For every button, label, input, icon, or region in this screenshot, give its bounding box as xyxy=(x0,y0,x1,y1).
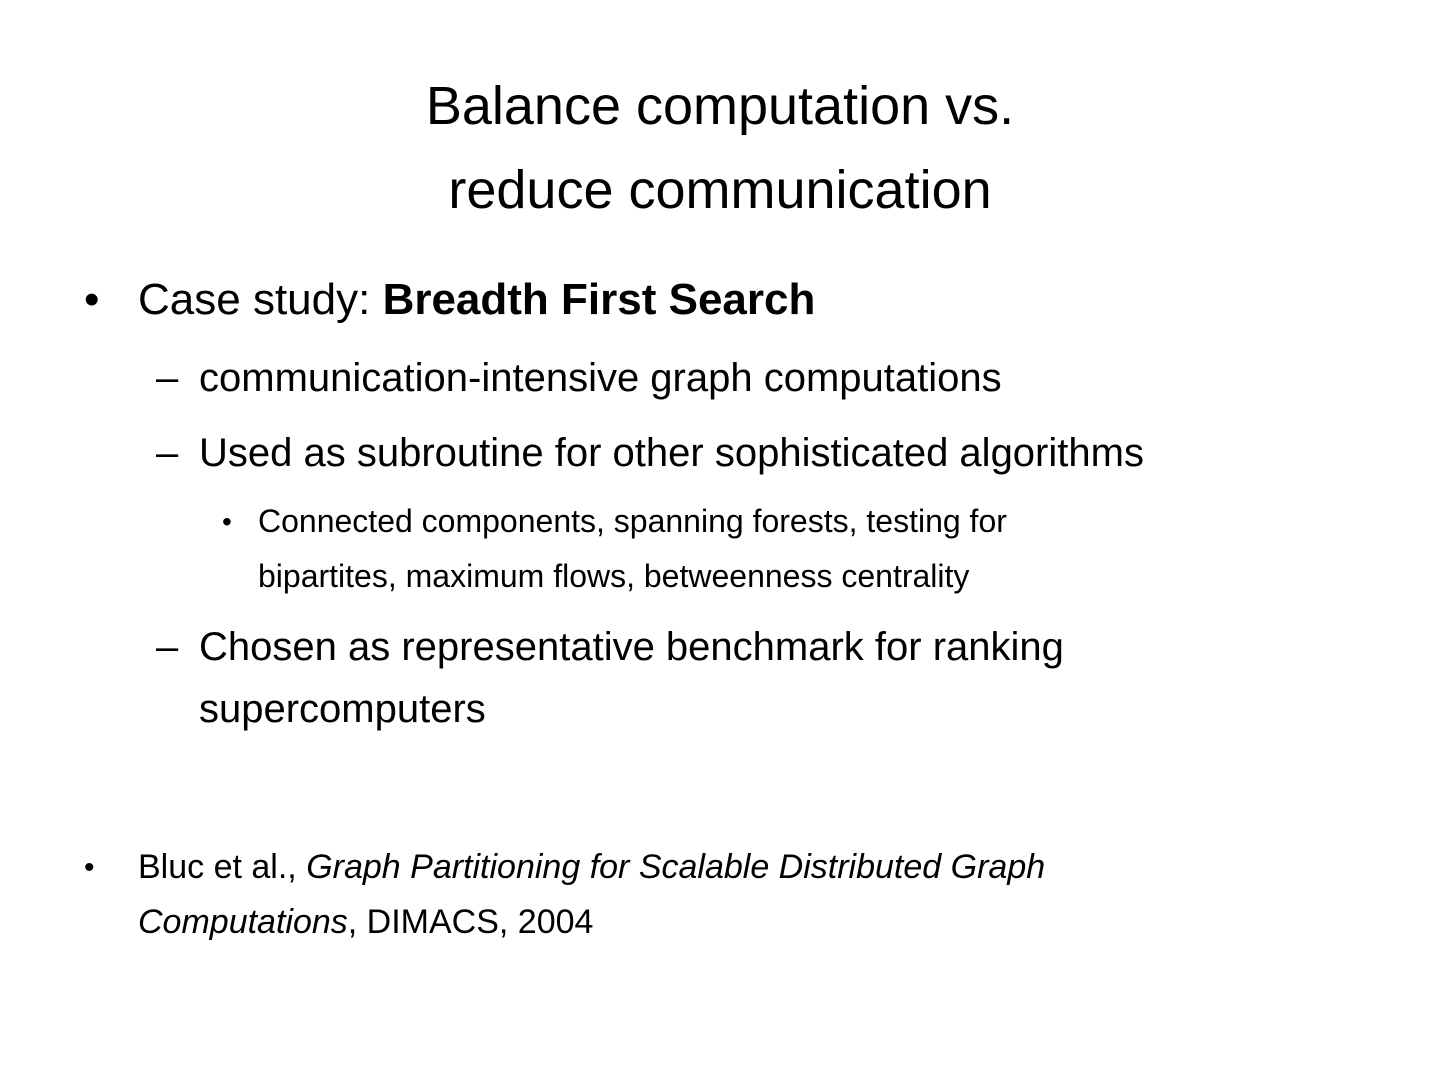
sub-bullet-text: Used as subroutine for other sophisticated algorithms xyxy=(199,431,1144,475)
line-1: Connected components, spanning forests, testing for xyxy=(258,503,1007,539)
bullet-marker: • xyxy=(84,851,95,884)
bullet-marker: • xyxy=(84,275,100,324)
reference-venue: , DIMACS, 2004 xyxy=(347,903,594,941)
dash-marker: – xyxy=(156,356,179,400)
bullet-bold-text: Breadth First Search xyxy=(382,275,816,324)
dash-marker: – xyxy=(156,431,179,475)
sub-bullet-text xyxy=(199,616,1394,740)
sub-bullet-text: communication-intensive graph computations xyxy=(199,356,1002,400)
title-line-1: Balance computation vs. xyxy=(425,76,1015,136)
slide-title xyxy=(0,64,1440,232)
bullet-prefix: Case study: xyxy=(138,275,383,324)
bullet-text xyxy=(138,272,1378,328)
reference-authors: Bluc et al., xyxy=(138,848,307,886)
dash-marker: – xyxy=(156,625,179,669)
reference-text xyxy=(138,840,1338,950)
line-2: supercomputers xyxy=(199,687,486,731)
reference-title-part-1: Graph Partitioning for Scalable Distributed Graph xyxy=(306,848,1046,886)
bullet-marker: • xyxy=(222,506,232,537)
line-2: bipartites, maximum flows, betweenness centrality xyxy=(258,558,970,594)
line-1: Chosen as representative benchmark for ranking xyxy=(199,625,1064,669)
title-line-2: reduce communication xyxy=(448,160,992,220)
sub-sub-bullet-text xyxy=(258,494,1278,604)
reference-title-part-2: Computations xyxy=(138,903,348,941)
